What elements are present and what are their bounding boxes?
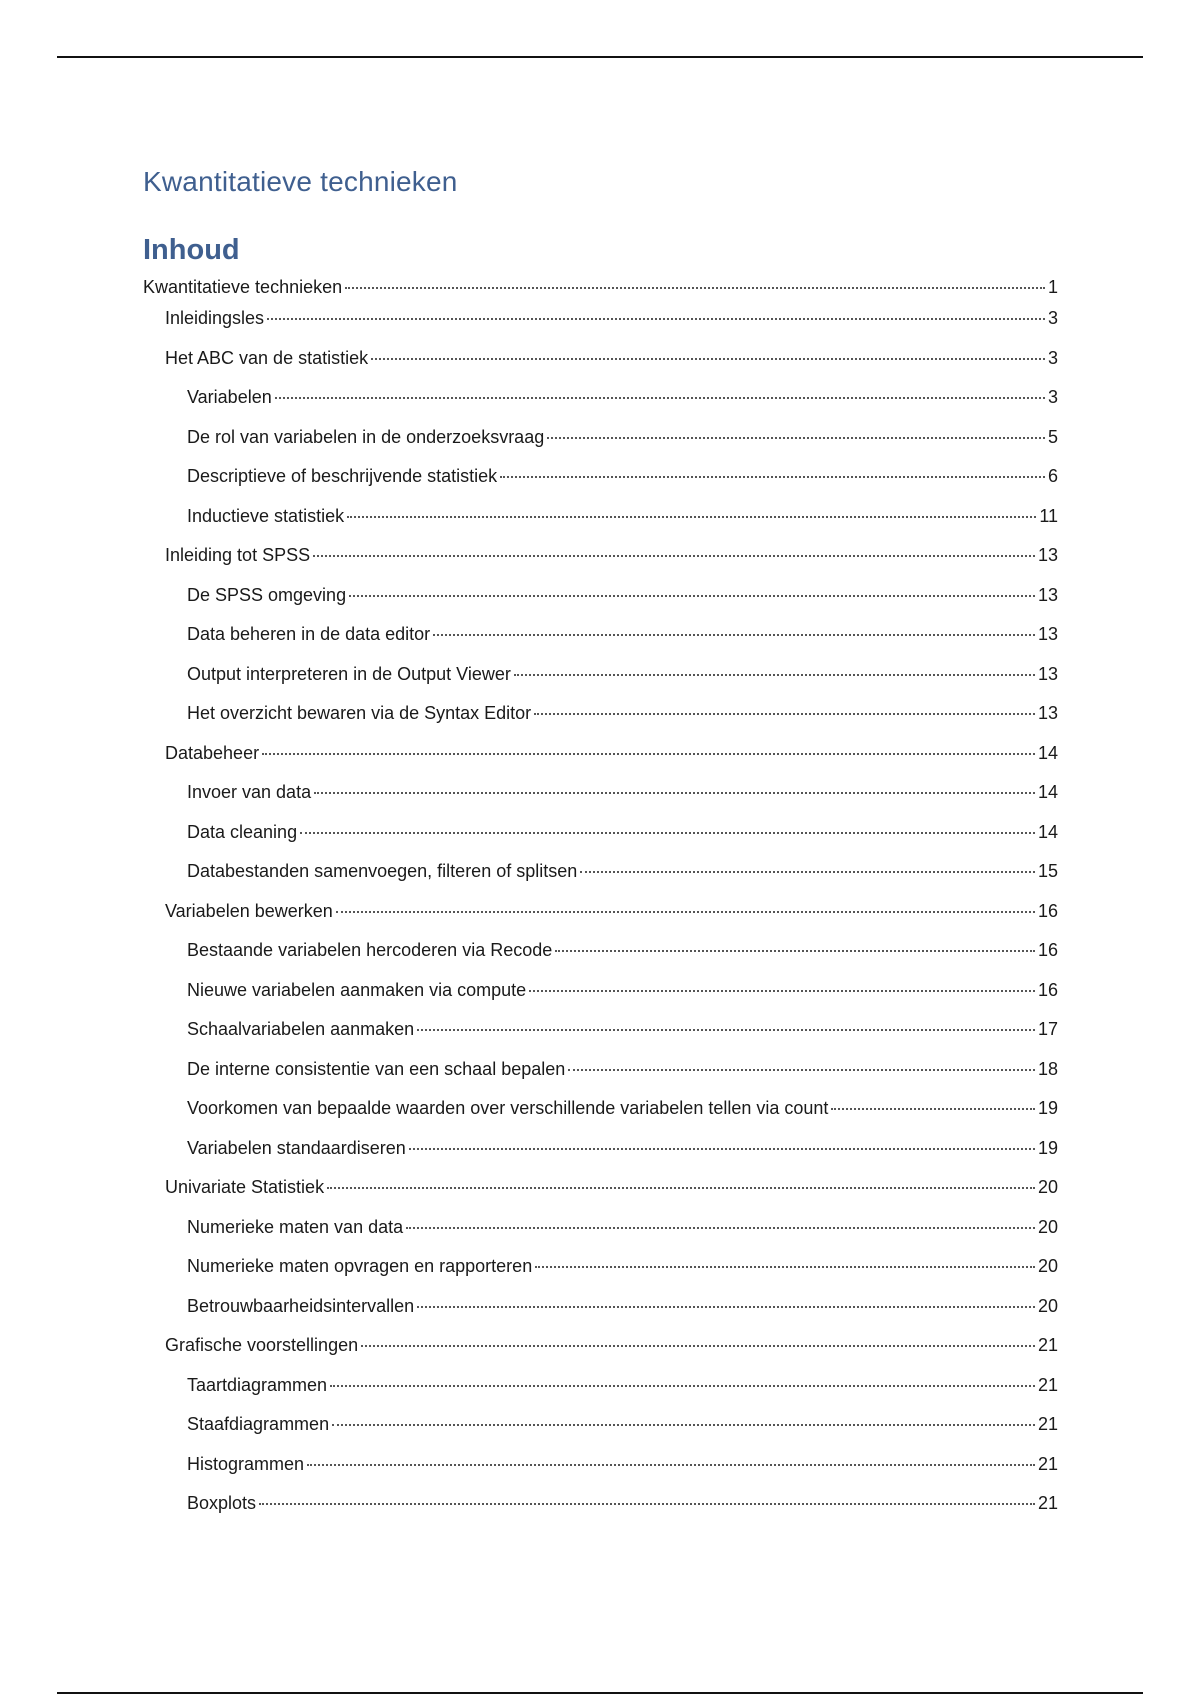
toc-entry-page-number: 19 [1037, 1098, 1058, 1118]
toc-entry-title: Grafische voorstellingen [165, 1335, 359, 1355]
toc-entry-page-number: 21 [1037, 1335, 1058, 1355]
toc-entry-page-number: 21 [1037, 1374, 1058, 1395]
toc-entry[interactable] [143, 347, 1058, 387]
toc-entry-title: Schaalvariabelen aanmaken [187, 1019, 415, 1039]
toc-dot-leader [327, 1187, 1035, 1189]
toc-entry-page-number: 6 [1047, 466, 1058, 486]
toc-entry[interactable] [143, 505, 1058, 545]
toc-entry[interactable] [143, 1295, 1058, 1335]
toc-entry-page-number: 21 [1037, 1493, 1058, 1513]
toc-entry-title: Staafdiagrammen [187, 1414, 330, 1434]
toc-entry-page-number: 16 [1037, 979, 1058, 1000]
toc-entry-page-number: 21 [1037, 1453, 1058, 1474]
toc-dot-leader [409, 1148, 1035, 1150]
toc-dot-leader [259, 1503, 1035, 1505]
toc-dot-leader [534, 713, 1035, 715]
toc-entry[interactable] [143, 1137, 1058, 1177]
toc-entry-title: Data beheren in de data editor [187, 624, 431, 644]
toc-entry[interactable] [143, 1492, 1058, 1532]
toc-entry[interactable] [143, 276, 1058, 307]
toc-entry[interactable] [143, 386, 1058, 426]
toc-entry-page-number: 11 [1039, 505, 1058, 526]
toc-entry-title: Databeheer [165, 742, 260, 763]
toc-dot-leader [267, 318, 1045, 320]
toc-entry-page-number: 17 [1037, 1019, 1058, 1039]
toc-heading: Inhoud [143, 234, 240, 266]
footer-rule [57, 1692, 1143, 1694]
toc-entry[interactable] [143, 623, 1058, 663]
toc-entry-page-number: 16 [1037, 900, 1058, 921]
toc-entry-title: Voorkomen van bepaalde waarden over verschillende variabelen tellen via count [187, 1098, 829, 1118]
toc-entry[interactable] [143, 1334, 1058, 1374]
toc-entry[interactable] [143, 1255, 1058, 1295]
toc-entry-title: Het ABC van de statistiek [165, 347, 369, 368]
toc-entry-title: Descriptieve of beschrijvende statistiek [187, 466, 498, 486]
toc-entry-title: Boxplots [187, 1493, 257, 1513]
toc-entry-title: Inductieve statistiek [187, 505, 345, 526]
toc-dot-leader [433, 634, 1035, 636]
toc-entry[interactable] [143, 781, 1058, 821]
toc-dot-leader [275, 397, 1045, 399]
toc-entry-page-number: 13 [1037, 624, 1058, 644]
toc-entry[interactable] [143, 1176, 1058, 1216]
toc-entry-page-number: 20 [1037, 1295, 1058, 1316]
toc-entry-title: Variabelen bewerken [165, 900, 333, 921]
toc-dot-leader [332, 1424, 1035, 1426]
header-rule [57, 56, 1143, 58]
toc-dot-leader [535, 1266, 1035, 1268]
toc-entry-page-number: 20 [1037, 1256, 1058, 1276]
toc-entry-title: Numerieke maten van data [187, 1216, 404, 1237]
toc-entry-title: Kwantitatieve technieken [143, 277, 343, 297]
toc-entry[interactable] [143, 1058, 1058, 1098]
toc-entry-page-number: 13 [1037, 584, 1058, 605]
toc-entry-page-number: 14 [1037, 782, 1058, 802]
toc-entry[interactable] [143, 307, 1058, 347]
toc-entry-page-number: 5 [1047, 426, 1058, 447]
toc-dot-leader [831, 1108, 1035, 1110]
toc-entry-title: Data cleaning [187, 821, 298, 842]
toc-entry-title: Bestaande variabelen hercoderen via Recode [187, 940, 553, 960]
toc-entry[interactable] [143, 544, 1058, 584]
toc-entry-page-number: 14 [1037, 742, 1058, 763]
toc-entry-title: Databestanden samenvoegen, filteren of splitsen [187, 861, 578, 881]
toc-dot-leader [300, 832, 1035, 834]
toc-entry-page-number: 13 [1037, 703, 1058, 723]
toc-entry[interactable] [143, 1018, 1058, 1058]
toc-dot-leader [347, 516, 1036, 518]
toc-entry-page-number: 16 [1037, 940, 1058, 960]
toc-entry-title: Inleiding tot SPSS [165, 545, 311, 565]
toc-entry-title: Inleidingsles [165, 308, 265, 328]
toc-entry[interactable] [143, 1216, 1058, 1256]
toc-dot-leader [314, 792, 1035, 794]
toc-entry-page-number: 18 [1037, 1058, 1058, 1079]
toc-dot-leader [500, 476, 1045, 478]
toc-entry[interactable] [143, 939, 1058, 979]
toc-entry-page-number: 3 [1047, 347, 1058, 368]
toc-entry[interactable] [143, 663, 1058, 703]
toc-entry-page-number: 3 [1047, 308, 1058, 328]
toc-dot-leader [330, 1385, 1035, 1387]
toc-entry-page-number: 14 [1037, 821, 1058, 842]
toc-entry-title: Variabelen standaardiseren [187, 1137, 406, 1158]
toc-entry[interactable] [143, 1097, 1058, 1137]
toc-dot-leader [417, 1029, 1035, 1031]
toc-entry-title: De rol van variabelen in de onderzoeksvraag [187, 426, 545, 447]
toc-dot-leader [336, 911, 1035, 913]
toc-entry[interactable] [143, 742, 1058, 782]
toc-entry[interactable] [143, 465, 1058, 505]
toc-entry-title: De interne consistentie van een schaal bepalen [187, 1058, 566, 1079]
toc-entry-title: Univariate Statistiek [165, 1177, 325, 1197]
toc-dot-leader [555, 950, 1035, 952]
toc-entry[interactable] [143, 821, 1058, 861]
toc-entry-title: Taartdiagrammen [187, 1374, 328, 1395]
toc-entry-title: De SPSS omgeving [187, 584, 347, 605]
toc-entry-title: Nieuwe variabelen aanmaken via compute [187, 979, 527, 1000]
toc-entry-page-number: 21 [1037, 1414, 1058, 1434]
toc-entry-page-number: 1 [1047, 277, 1058, 297]
toc-entry[interactable] [143, 1413, 1058, 1453]
toc-entry-page-number: 15 [1037, 861, 1058, 881]
toc-dot-leader [313, 555, 1035, 557]
toc-entry[interactable] [143, 1374, 1058, 1414]
toc-dot-leader [568, 1069, 1035, 1071]
toc-entry[interactable] [143, 979, 1058, 1019]
table-of-contents [143, 276, 1058, 1532]
toc-entry-page-number: 3 [1047, 387, 1058, 407]
toc-dot-leader [580, 871, 1035, 873]
toc-entry-title: Variabelen [187, 387, 272, 407]
toc-entry[interactable] [143, 426, 1058, 466]
toc-entry-page-number: 20 [1037, 1177, 1058, 1197]
toc-entry-title: Histogrammen [187, 1453, 305, 1474]
toc-dot-leader [349, 595, 1035, 597]
toc-dot-leader [529, 990, 1035, 992]
toc-entry-page-number: 13 [1037, 545, 1058, 565]
toc-entry-title: Betrouwbaarheidsintervallen [187, 1295, 415, 1316]
toc-dot-leader [417, 1306, 1035, 1308]
toc-dot-leader [514, 674, 1035, 676]
toc-entry-title: Numerieke maten opvragen en rapporteren [187, 1256, 533, 1276]
toc-entry-page-number: 19 [1037, 1137, 1058, 1158]
toc-entry-title: Output interpreteren in de Output Viewer [187, 663, 511, 684]
toc-entry-page-number: 20 [1037, 1216, 1058, 1237]
toc-entry[interactable] [143, 702, 1058, 742]
toc-entry-title: Invoer van data [187, 782, 312, 802]
toc-dot-leader [547, 437, 1045, 439]
document-title: Kwantitatieve technieken [143, 166, 458, 197]
toc-dot-leader [361, 1345, 1035, 1347]
toc-dot-leader [371, 358, 1045, 360]
toc-entry[interactable] [143, 1453, 1058, 1493]
toc-entry-title: Het overzicht bewaren via de Syntax Editor [187, 703, 532, 723]
toc-entry[interactable] [143, 900, 1058, 940]
toc-entry[interactable] [143, 584, 1058, 624]
toc-entry-page-number: 13 [1037, 663, 1058, 684]
toc-dot-leader [406, 1227, 1035, 1229]
toc-dot-leader [345, 287, 1045, 289]
toc-entry[interactable] [143, 860, 1058, 900]
toc-dot-leader [307, 1464, 1035, 1466]
toc-dot-leader [262, 753, 1035, 755]
